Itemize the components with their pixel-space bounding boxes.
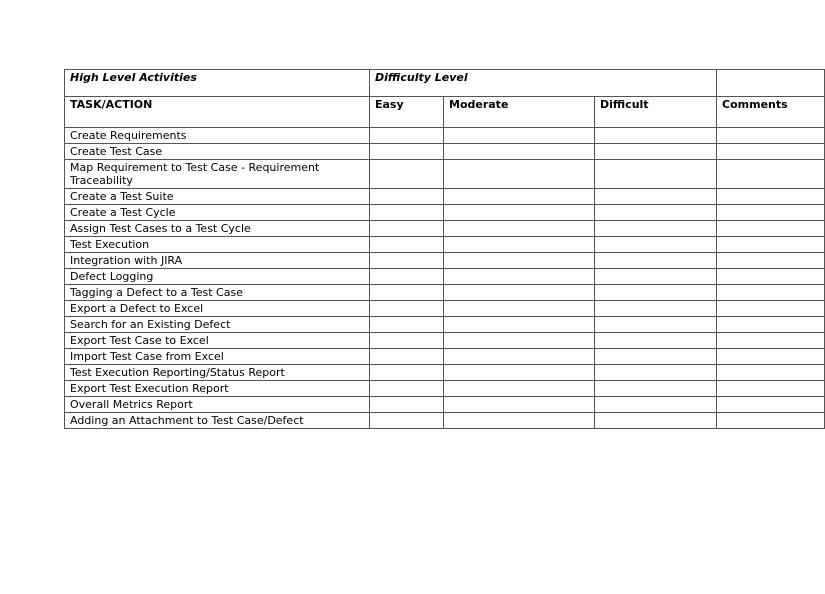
- moderate-cell: [444, 189, 595, 205]
- comments-cell: [717, 301, 825, 317]
- table-row: [65, 128, 825, 144]
- comments-heading: Comments: [717, 97, 825, 128]
- easy-cell: [370, 397, 444, 413]
- task-cell: Integration with JIRA: [65, 253, 370, 269]
- comments-cell: [717, 349, 825, 365]
- easy-cell: [370, 269, 444, 285]
- table-row: [65, 333, 825, 349]
- table-row: [65, 317, 825, 333]
- blank-heading-cell: [717, 70, 825, 97]
- difficult-cell: [595, 269, 717, 285]
- comments-cell: [717, 160, 825, 189]
- table-row: [65, 205, 825, 221]
- table-row: [65, 365, 825, 381]
- easy-cell: [370, 237, 444, 253]
- comments-cell: [717, 253, 825, 269]
- easy-cell: [370, 253, 444, 269]
- difficulty-level-heading: Difficulty Level: [370, 70, 717, 97]
- difficult-cell: [595, 237, 717, 253]
- moderate-cell: [444, 128, 595, 144]
- task-cell: Test Execution: [65, 237, 370, 253]
- easy-cell: [370, 301, 444, 317]
- task-cell: Test Execution Reporting/Status Report: [65, 365, 370, 381]
- moderate-cell: [444, 253, 595, 269]
- difficult-cell: [595, 381, 717, 397]
- comments-cell: [717, 381, 825, 397]
- difficult-cell: [595, 317, 717, 333]
- difficult-cell: [595, 221, 717, 237]
- table-row: [65, 189, 825, 205]
- easy-cell: [370, 128, 444, 144]
- easy-heading: Easy: [370, 97, 444, 128]
- task-action-heading: TASK/ACTION: [65, 97, 370, 128]
- task-cell: Search for an Existing Defect: [65, 317, 370, 333]
- table-row: [65, 381, 825, 397]
- high-level-activities-heading: High Level Activities: [65, 70, 370, 97]
- table-row: [65, 237, 825, 253]
- comments-cell: [717, 333, 825, 349]
- easy-cell: [370, 205, 444, 221]
- task-cell: Export Test Execution Report: [65, 381, 370, 397]
- table-row: [65, 144, 825, 160]
- difficult-cell: [595, 253, 717, 269]
- task-cell: Import Test Case from Excel: [65, 349, 370, 365]
- moderate-cell: [444, 269, 595, 285]
- moderate-cell: [444, 160, 595, 189]
- moderate-cell: [444, 237, 595, 253]
- difficulty-table: [64, 69, 825, 429]
- difficult-cell: [595, 285, 717, 301]
- difficult-cell: [595, 397, 717, 413]
- easy-cell: [370, 317, 444, 333]
- difficult-heading: Difficult: [595, 97, 717, 128]
- comments-cell: [717, 317, 825, 333]
- easy-cell: [370, 381, 444, 397]
- task-cell: Create a Test Cycle: [65, 205, 370, 221]
- comments-cell: [717, 205, 825, 221]
- task-cell: Defect Logging: [65, 269, 370, 285]
- table-row: [65, 349, 825, 365]
- header-row-columns: [65, 97, 825, 128]
- comments-cell: [717, 269, 825, 285]
- difficult-cell: [595, 205, 717, 221]
- moderate-cell: [444, 144, 595, 160]
- comments-cell: [717, 397, 825, 413]
- task-cell: Export Test Case to Excel: [65, 333, 370, 349]
- moderate-cell: [444, 285, 595, 301]
- easy-cell: [370, 189, 444, 205]
- moderate-cell: [444, 365, 595, 381]
- easy-cell: [370, 365, 444, 381]
- difficult-cell: [595, 349, 717, 365]
- moderate-cell: [444, 397, 595, 413]
- moderate-cell: [444, 349, 595, 365]
- easy-cell: [370, 333, 444, 349]
- moderate-heading: Moderate: [444, 97, 595, 128]
- difficult-cell: [595, 189, 717, 205]
- table-row: [65, 160, 825, 189]
- moderate-cell: [444, 381, 595, 397]
- table-row: [65, 253, 825, 269]
- easy-cell: [370, 349, 444, 365]
- comments-cell: [717, 128, 825, 144]
- difficult-cell: [595, 365, 717, 381]
- comments-cell: [717, 365, 825, 381]
- moderate-cell: [444, 317, 595, 333]
- comments-cell: [717, 221, 825, 237]
- difficult-cell: [595, 413, 717, 429]
- comments-cell: [717, 237, 825, 253]
- moderate-cell: [444, 413, 595, 429]
- moderate-cell: [444, 221, 595, 237]
- easy-cell: [370, 285, 444, 301]
- task-cell: Assign Test Cases to a Test Cycle: [65, 221, 370, 237]
- task-cell: Tagging a Defect to a Test Case: [65, 285, 370, 301]
- document-page: [64, 69, 788, 569]
- task-cell: Create Test Case: [65, 144, 370, 160]
- comments-cell: [717, 285, 825, 301]
- task-cell: Export a Defect to Excel: [65, 301, 370, 317]
- difficult-cell: [595, 160, 717, 189]
- moderate-cell: [444, 301, 595, 317]
- table-row: [65, 413, 825, 429]
- moderate-cell: [444, 333, 595, 349]
- comments-cell: [717, 413, 825, 429]
- easy-cell: [370, 413, 444, 429]
- moderate-cell: [444, 205, 595, 221]
- difficult-cell: [595, 144, 717, 160]
- difficult-cell: [595, 333, 717, 349]
- comments-cell: [717, 189, 825, 205]
- table-row: [65, 285, 825, 301]
- task-cell: Map Requirement to Test Case - Requirement Traceability: [65, 160, 370, 189]
- table-row: [65, 301, 825, 317]
- easy-cell: [370, 160, 444, 189]
- difficult-cell: [595, 301, 717, 317]
- task-cell: Create Requirements: [65, 128, 370, 144]
- header-row-activities: [65, 70, 825, 97]
- difficult-cell: [595, 128, 717, 144]
- task-cell: Create a Test Suite: [65, 189, 370, 205]
- task-cell: Adding an Attachment to Test Case/Defect: [65, 413, 370, 429]
- table-row: [65, 221, 825, 237]
- easy-cell: [370, 221, 444, 237]
- task-cell: Overall Metrics Report: [65, 397, 370, 413]
- comments-cell: [717, 144, 825, 160]
- table-row: [65, 397, 825, 413]
- table-row: [65, 269, 825, 285]
- easy-cell: [370, 144, 444, 160]
